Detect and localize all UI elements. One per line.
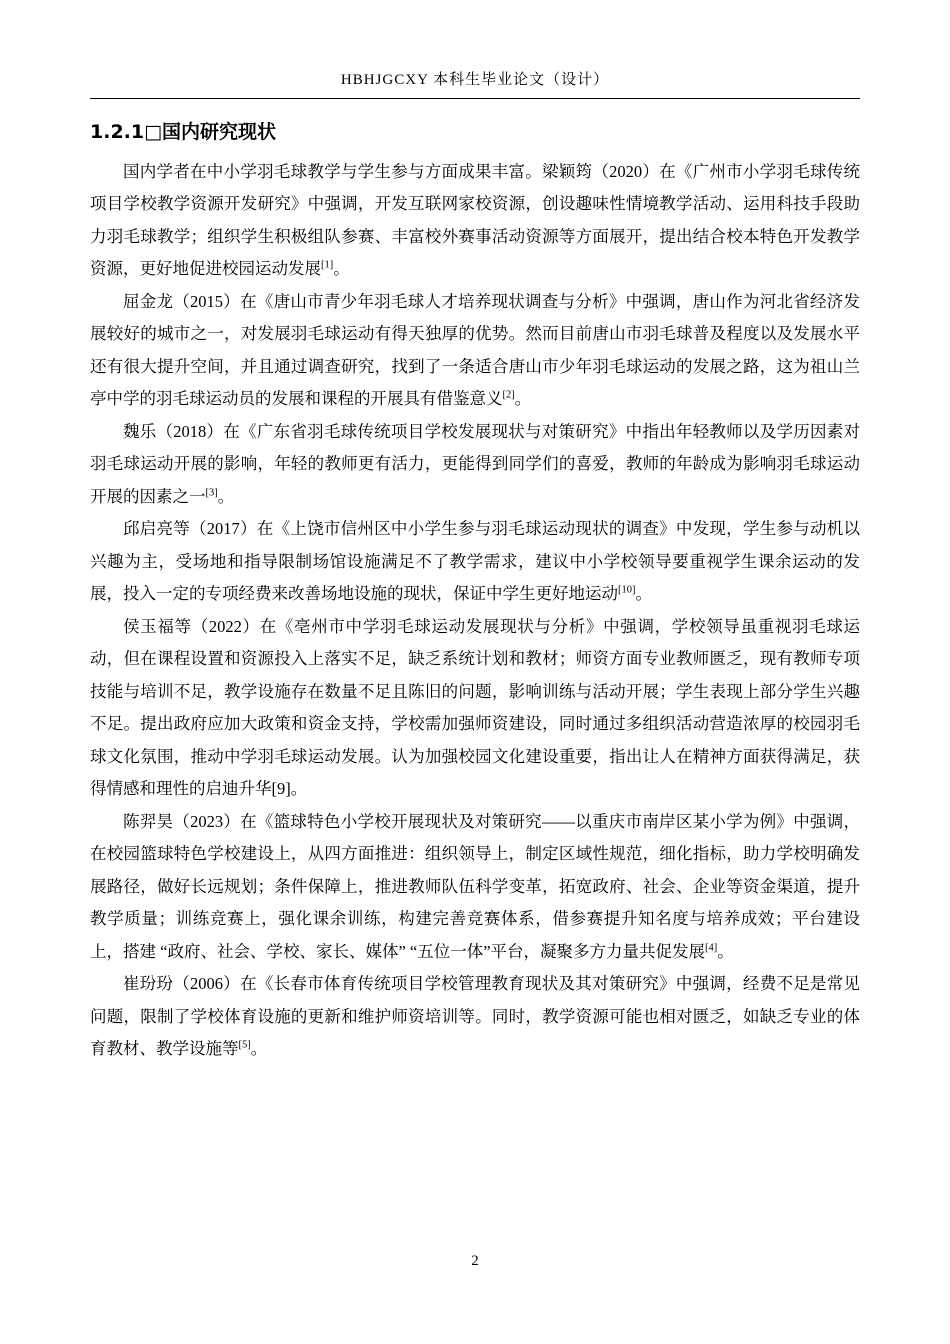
paragraph: [90, 806, 860, 969]
page-header: [90, 68, 860, 99]
paragraph-punctuation: 。: [333, 259, 350, 279]
citation-ref: [5]: [238, 1039, 251, 1051]
paragraph-punctuation: 。: [717, 941, 734, 961]
citation-ref: [2]: [502, 389, 515, 401]
paragraph-text: 魏乐（2018）在《广东省羽毛球传统项目学校发展现状与对策研究》中指出年轻教师以及学历因素对羽毛球运动开展的影响，年轻的教师更有活力，更能得到同学们的喜爱，教师的年龄成为影响羽毛球运动开展的因素之一: [90, 421, 860, 506]
paragraph-text: 崔玢玢（2006）在《长春市体育传统项目学校管理教育现状及其对策研究》中强调，经费不足是常见问题，限制了学校体育设施的更新和维护师资培训等。同时，教学资源可能也相对匮乏，如缺乏专业的体育教材、教学设施等: [90, 974, 860, 1059]
citation-ref: [10]: [618, 584, 636, 596]
paragraph-text: 国内学者在中小学羽毛球教学与学生参与方面成果丰富。梁颖筠（2020）在《广州市小学羽毛球传统项目学校教学资源开发研究》中强调，开发互联网家校资源，创设趣味性情境教学活动、运用科技手段助力羽毛球教学；组织学生积极组队参赛、丰富校外赛事活动资源等方面展开，提出结合校本特色开发教学资源，更好地促进校园运动发展: [90, 161, 860, 279]
paragraph: [90, 611, 860, 806]
page-number: 2: [471, 1253, 479, 1269]
paragraph-container: [90, 156, 860, 1066]
paragraph-text: 屈金龙（2015）在《唐山市青少年羽毛球人才培养现状调查与分析》中强调，唐山作为河北省经济发展较好的城市之一，对发展羽毛球运动有得天独厚的优势。然而目前唐山市羽毛球普及程度以及发展水平还有很大提升空间，并且通过调查研究，找到了一条适合唐山市少年羽毛球运动的发展之路，这为祖山兰亭中学的羽毛球运动员的发展和课程的开展具有借鉴意义: [90, 291, 860, 409]
section-heading: 1.2.1□国内研究现状: [90, 121, 277, 143]
paragraph-punctuation: 。: [514, 389, 532, 409]
paragraph: [90, 416, 860, 514]
paragraph-text: 陈羿昊（2023）在《篮球特色小学校开展现状及对策研究——以重庆市南岸区某小学为例》中强调，在校园篮球特色学校建设上，从四方面推进：组织领导上，制定区域性规范，细化指标，助力学校明确发展路径，做好长远规划；条件保障上，推进教师队伍科学变革，拓宽政府、社会、企业等资金渠道，提升教学质量；训练竞赛上，强化课余训练，构建完善竞赛体系，借参赛提升知名度与培养成效；平台建设上，搭建 “政府、社会、学校、家长、媒体” “五位一体”平台，凝聚多方力量共促发展: [90, 811, 860, 961]
paragraph-text: 邱启亮等（2017）在《上饶市信州区中小学生参与羽毛球运动现状的调查》中发现，学生参与动机以兴趣为主，受场地和指导限制场馆设施满足不了教学需求，建议中小学校领导要重视学生课余运动的发展，投入一定的专项经费来改善场地设施的现状，保证中学生更好地运动: [90, 519, 860, 604]
paragraph: [90, 286, 860, 416]
document-body: [90, 121, 860, 1066]
page-footer: [0, 1253, 950, 1270]
paragraph-punctuation: 。: [250, 1039, 268, 1059]
paragraph-punctuation: 。: [217, 486, 235, 506]
header-rule: [90, 98, 860, 99]
header-title: HBHJGCXY 本科生毕业论文（设计）: [340, 72, 610, 88]
paragraph: [90, 513, 860, 611]
paragraph-punctuation: 。: [635, 584, 652, 604]
citation-ref: [3]: [205, 487, 218, 499]
paragraph: [90, 968, 860, 1066]
citation-ref: [1]: [321, 259, 334, 271]
paragraph-text: 侯玉福等（2022）在《亳州市中学羽毛球运动发展现状与分析》中强调，学校领导虽重视羽毛球运动，但在课程设置和资源投入上落实不足，缺乏系统计划和教材；师资方面专业教师匮乏，现有教师专项技能与培训不足，教学设施存在数量不足且陈旧的问题，影响训练与活动开展；学生表现上部分学生兴趣不足。提出政府应加大政策和资金支持，学校需加强师资建设，同时通过多组织活动营造浓厚的校园羽毛球文化氛围，推动中学羽毛球运动发展。认为加强校园文化建设重要，指出让人在精神方面获得满足，获得情感和理性的启迪升华[9]。: [90, 616, 860, 799]
paragraph: [90, 156, 860, 286]
citation-ref: [4]: [705, 942, 718, 954]
